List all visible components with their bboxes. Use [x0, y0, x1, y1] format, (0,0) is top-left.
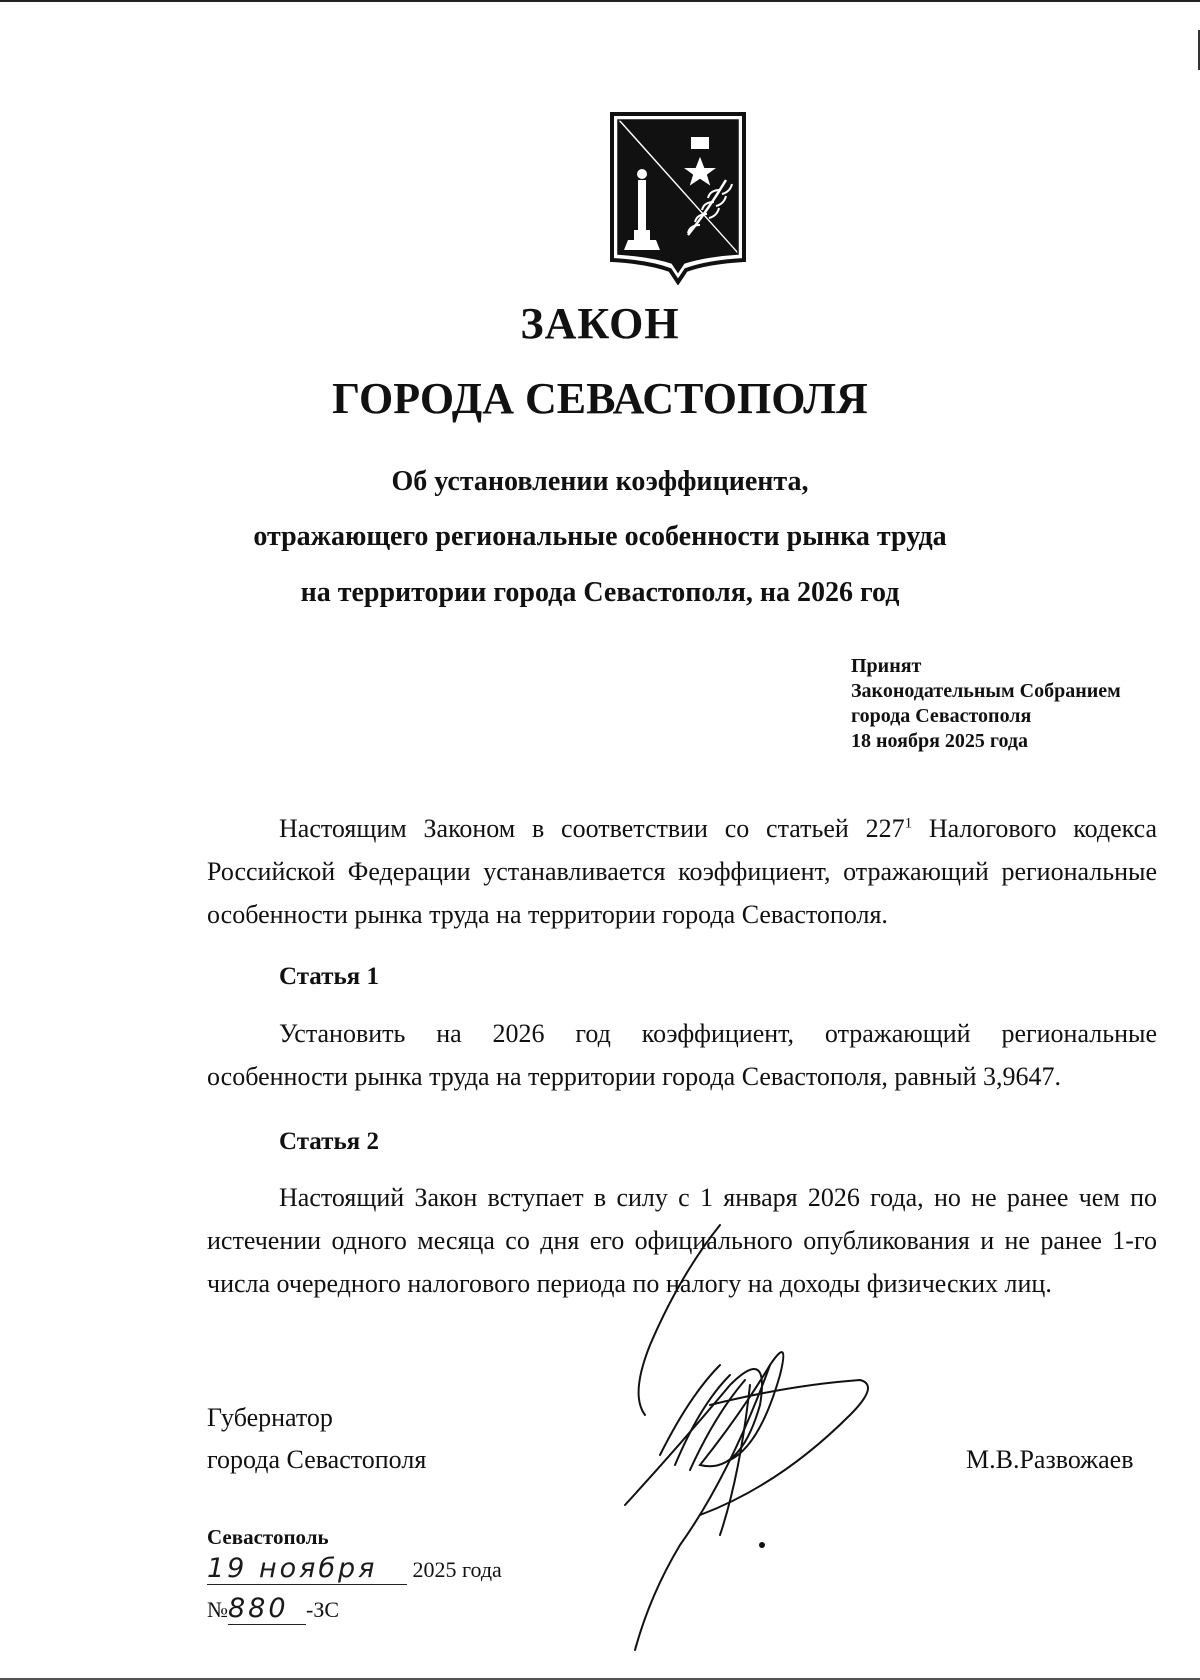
- handwritten-law-number: 880: [228, 1593, 306, 1625]
- signing-year: 2025 года: [407, 1557, 502, 1582]
- coat-of-arms-emblem: [608, 110, 748, 285]
- law-number-suffix: -ЗС: [306, 1597, 340, 1622]
- adoption-line: города Севастополя: [851, 705, 1032, 727]
- issuer-title: ГОРОДА СЕВАСТОПОЛЯ: [332, 374, 868, 423]
- law-heading-line-3: на территории города Севастополя, на 2026 год: [300, 577, 900, 608]
- signatory-name: М.В.Развожаев: [966, 1445, 1134, 1474]
- adoption-line: Принят: [851, 655, 922, 677]
- article-2-title: Статья 2: [279, 1128, 379, 1155]
- place-of-signing: Севастополь: [207, 1525, 329, 1549]
- preamble-paragraph: [207, 807, 1157, 936]
- handwritten-date: 19 ноября: [207, 1553, 407, 1585]
- signatory-position-line-1: Губернатор: [207, 1403, 333, 1432]
- adoption-line: Законодательным Собранием: [851, 680, 1121, 702]
- adoption-block: [851, 654, 1121, 754]
- article-superscript: 1: [904, 815, 913, 832]
- scan-edge-top: [0, 0, 1200, 2]
- article-1-title: Статья 1: [279, 963, 379, 990]
- law-number-line: [207, 1593, 339, 1625]
- law-heading-line-1: Об установлении коэффициента,: [391, 466, 809, 497]
- number-sign: №: [207, 1597, 228, 1622]
- adoption-date: 18 ноября 2025 года: [851, 730, 1029, 752]
- article-1-text: Установить на 2026 год коэффициент, отражающий региональные особенности рынка труда на территории города Севастополя, равный 3,9647.: [207, 1019, 1157, 1091]
- signatory-position-line-2: города Севастополя: [207, 1445, 427, 1474]
- law-heading-line-2: отражающего региональные особенности рынка труда: [253, 521, 947, 552]
- article-2-text: Настоящий Закон вступает в силу с 1 января 2026 года, но не ранее чем по истечении одного месяца со дня его официального опубликования и не ранее 1-го числа очередного налогового периода по налогу на доходы физических лиц.: [207, 1183, 1157, 1298]
- signing-date-line: [207, 1553, 502, 1585]
- document-type-title: ЗАКОН: [520, 299, 680, 348]
- preamble-text-start: Настоящим Законом в соответствии со статьей 227: [279, 814, 905, 843]
- handwritten-signature: [620, 1215, 900, 1655]
- article-1-paragraph: [207, 1012, 1157, 1098]
- preamble-text-end: Налогового кодекса Российской Федерации устанавливается коэффициент, отражающий региональные особенности рынка труда на территории города Севастополя.: [207, 814, 1157, 929]
